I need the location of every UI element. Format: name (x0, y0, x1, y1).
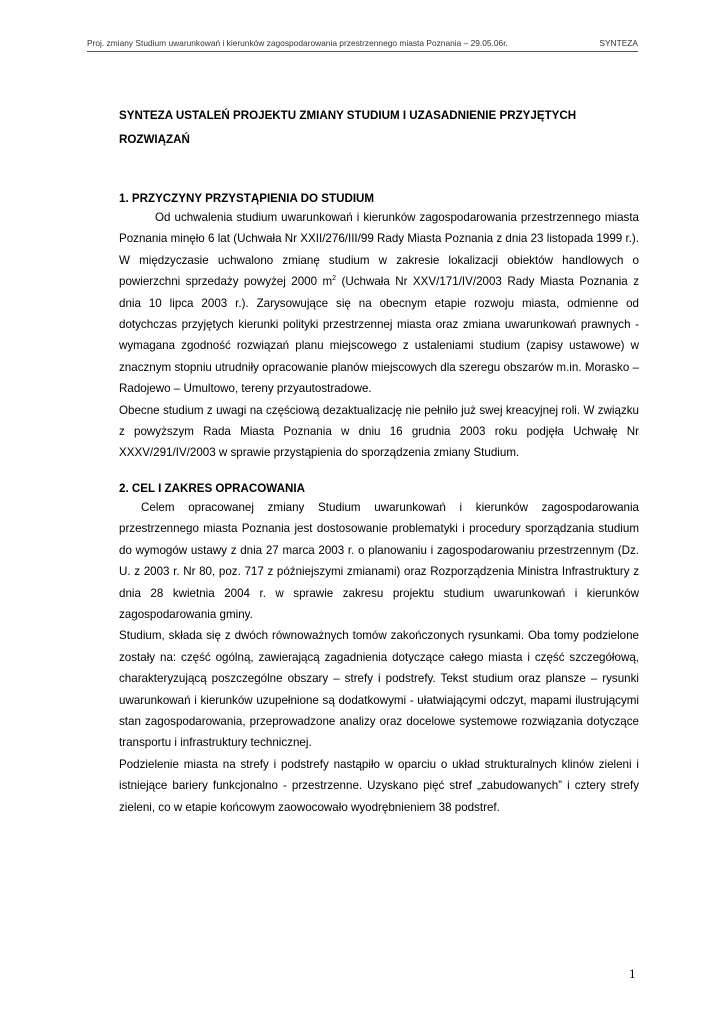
section-1-paragraph-1-part-a: Od uchwalenia studium uwarunkowań i kierunków zagospodarowania przestrzennego miasta Poznania minęło 6 lat (Uchwała Nr XXII/276/III/99 Rady Miasta Poznania z dnia 23 listopada 1999 r.). W międzyczasie uchwalono zmianę studium w zakresie lokalizacji obiektów handlowych o powierzchni sprzedaży powyżej 2000 m (119, 211, 639, 289)
section-2-paragraph-2: Studium, składa się z dwóch równoważnych tomów zakończonych rysunkami. Oba tomy podzielone zostały na: część ogólną, zawierającą zagadnienia dotyczące całego miasta i część szczegółową, charakteryzującą poszczególne obszary – strefy i podstrefy. Tekst studium oraz plansze – rysunki uwarunkowań i kierunków uzupełnione są dodatkowymi - ułatwiającymi odczyt, mapami ilustrującymi stan zagospodarowania, przeprowadzone analizy oraz docelowe systemowe rozwiązania dotyczące transportu i infrastruktury technicznej. (119, 629, 639, 750)
page-header (87, 38, 638, 52)
document-title: SYNTEZA USTALEŃ PROJEKTU ZMIANY STUDIUM I UZASADNIENIE PRZYJĘTYCH ROZWIĄZAŃ (119, 109, 577, 146)
section-2-heading: 2. CEL I ZAKRES OPRACOWANIA (119, 481, 305, 495)
header-section-label: SYNTEZA (599, 38, 638, 48)
page-number: 1 (629, 966, 636, 981)
section-1-paragraph-1-part-b: (Uchwała Nr XXV/171/IV/2003 Rady Miasta Poznania z dnia 10 lipca 2003 r.). Zarysowujące się na obecnym etapie rozwoju miasta, odmienne od dotychczas przyjętych kierunki polityki przestrzennej miasta oraz zmiana uwarunkowań prawnych - wymagana zgodność rozwiązań planu miejscowego z ustaleniami studium (zapisy ustawowe) w znacznym stopniu utrudniły opracowanie planów miejscowych dla szeregu obszarów m.in. Morasko – Radojewo – Umultowo, tereny przyautostradowe. (119, 275, 639, 396)
section-1-paragraph-1 (119, 207, 639, 400)
header-document-title: Proj. zmiany Studium uwarunkowań i kierunków zagospodarowania przestrzennego miasta Poznania – 29.05.06r. (87, 38, 508, 48)
document-body (119, 104, 639, 818)
superscript-2: 2 (332, 275, 337, 283)
section-1-paragraph-2: Obecne studium z uwagi na częściową dezaktualizację nie pełniło już swej kreacyjnej roli. W związku z powyższym Rada Miasta Poznania w dniu 16 grudnia 2003 roku podjęła Uchwałę Nr XXXV/291/IV/2003 w sprawie przystąpienia do sporządzenia zmiany Studium. (119, 403, 639, 460)
section-2-paragraph-3: Podzielenie miasta na strefy i podstrefy nastąpiło w oparciu o układ strukturalnych klinów zieleni i istniejące bariery funkcjonalno - przestrzenne. Uzyskano pięć stref „zabudowanych” i cztery strefy zieleni, co w etapie końcowym zaowocowało wyodrębnieniem 38 podstref. (119, 757, 639, 814)
section-1-heading: 1. PRZYCZYNY PRZYSTĄPIENIA DO STUDIUM (119, 192, 375, 205)
section-2-paragraph-1: Celem opracowanej zmiany Studium uwarunkowań i kierunków zagospodarowania przestrzennego miasta Poznania jest dostosowanie problematyki i procedury sporządzania studium do wymogów ustawy z dnia 27 marca 2003 r. o planowaniu i zagospodarowaniu przestrzennym (Dz. U. z 2003 r. Nr 80, poz. 717 z późniejszymi zmianami) oraz Rozporządzenia Ministra Infrastruktury z dnia 28 kwietnia 2004 r. w sprawie zakresu projektu studium uwarunkowań i kierunków zagospodarowania gminy. (119, 500, 639, 621)
